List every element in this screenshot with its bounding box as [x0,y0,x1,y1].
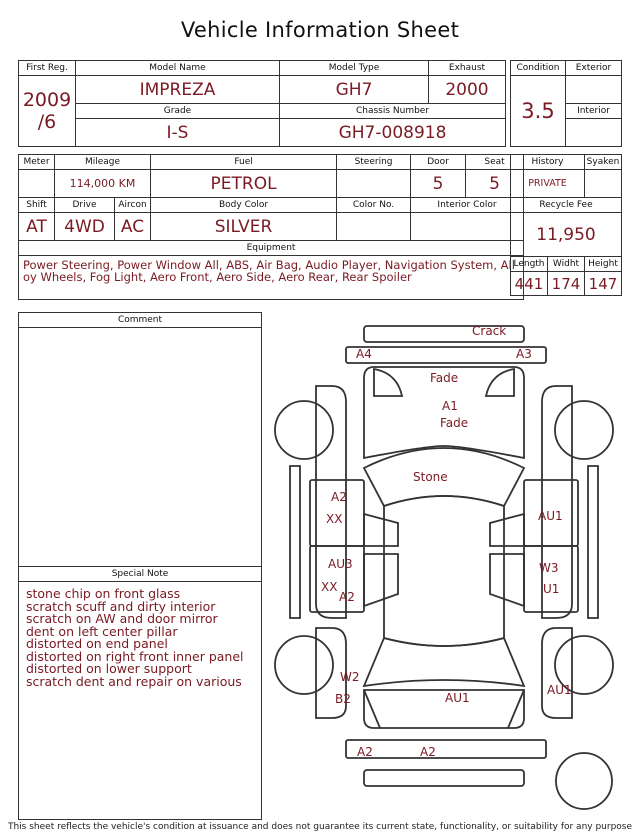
wheel-front-right-shape [555,401,613,459]
model-name-value: IMPREZA [76,76,280,104]
condition-value: 3.5 [511,76,566,147]
page-title: Vehicle Information Sheet [180,18,460,42]
recycle-fee-value: 11,950 [511,213,622,257]
mark-w2: W2 [340,670,360,684]
history-header: History [511,155,585,170]
special-note-item: scratch on AW and door mirror [26,611,218,626]
door-header: Door [411,155,466,170]
comment-box [18,312,262,820]
mark-b2: B2 [335,692,351,706]
shift-header: Shift [19,198,55,213]
first-reg-year: 2009 [22,89,72,111]
color-no-header: Color No. [337,198,411,213]
exterior-header: Exterior [566,61,622,76]
tail-right-shape [508,690,524,728]
side-right-outer-shape [588,466,598,618]
mark-au1-right-rear: AU1 [547,683,572,697]
mileage-header: Mileage [55,155,151,170]
model-type-value: GH7 [280,76,429,104]
mark-fade-hood: Fade [440,416,469,430]
interior-value [566,119,622,147]
window-front-right-shape [490,514,524,546]
side-left-outer-shape [290,466,300,618]
drive-value: 4WD [55,213,115,241]
roof-shape [384,496,504,646]
door-value: 5 [411,170,466,198]
spec-table [18,154,524,300]
exhaust-value: 2000 [429,76,506,104]
mark-fade-top: Fade [430,371,459,385]
equipment-header: Equipment [19,241,524,256]
height-header: Height [585,257,622,272]
spare-wheel-shape [556,753,612,809]
mark-crack: Crack [472,324,507,338]
model-type-header: Model Type [280,61,429,76]
first-reg-header: First Reg. [19,61,76,76]
mark-a1: A1 [442,399,458,413]
seat-header: Seat [466,155,524,170]
mark-au1-right-front: AU1 [538,509,563,523]
mark-au3: AU3 [328,557,353,571]
chassis-value: GH7-008918 [280,119,506,147]
comment-header: Comment [19,313,261,328]
syaken-value [585,170,622,198]
mark-a3: A3 [516,347,532,361]
mark-a2-left-rear: A2 [339,590,355,604]
special-note-header: Special Note [19,566,261,582]
window-rear-right-shape [490,554,524,606]
equipment-value [19,256,524,300]
special-note-list [26,588,257,688]
mark-a2-bumper-mid: A2 [420,745,436,759]
width-value: 174 [548,272,585,296]
mileage-value: 114,000 KM [55,170,151,198]
grade-value: I-S [76,119,280,147]
aircon-value: AC [115,213,151,241]
meter-header: Meter [19,155,55,170]
mark-xx-left-front: XX [326,512,343,526]
headlight-left-shape [374,369,402,396]
meter-value [19,170,55,198]
door-rear-left-shape [310,546,364,612]
wheel-rear-left-shape [275,636,333,694]
headlight-right-shape [486,369,514,396]
wheel-front-left-shape [275,401,333,459]
length-header: Length [511,257,548,272]
special-note-item: distorted on right front inner panel [26,648,244,664]
door-rear-right-shape [524,546,578,612]
recycle-fee-header: Recycle Fee [511,198,622,213]
model-name-header: Model Name [76,61,280,76]
exhaust-header: Exhaust [429,61,506,76]
first-reg-value [19,76,76,147]
model-info-table [18,60,506,147]
seat-value: 5 [466,170,524,198]
special-note-item: distorted on lower support [26,661,192,676]
interior-color-value [411,213,524,241]
condition-header: Condition [511,61,566,76]
mark-stone: Stone [413,470,448,484]
rear-panel-shape [346,740,546,758]
equipment-text: Power Steering, Power Window All, ABS, Air Bag, Audio Player, Navigation System, Alloy Wheels, Fog Light, Aero Front, Aero Side, Aero Rear, Rear Spoiler [23,258,515,284]
interior-color-header: Interior Color [411,198,524,213]
exterior-value [566,76,622,104]
fuel-value: PETROL [151,170,337,198]
steering-header: Steering [337,155,411,170]
window-rear-left-shape [364,554,398,606]
tail-left-shape [364,690,380,728]
mark-a4: A4 [356,347,372,361]
mark-u1: U1 [543,582,560,596]
interior-header: Interior [566,104,622,119]
mark-w3: W3 [539,561,559,575]
special-note-item: distorted on end panel [26,636,168,651]
mark-xx-left-rear: XX [321,580,338,594]
mark-au1-rear: AU1 [445,691,470,705]
height-value: 147 [585,272,622,296]
car-damage-diagram [262,318,632,822]
mark-a2-bumper-left: A2 [357,745,373,759]
rear-window-shape [364,638,524,686]
special-note-item: stone chip on front glass [26,586,181,601]
grade-header: Grade [76,104,280,119]
mark-a2-left-front: A2 [331,490,347,504]
body-color-header: Body Color [151,198,337,213]
drive-header: Drive [55,198,115,213]
history-value: PRIVATE [511,170,585,198]
chassis-header: Chassis Number [280,104,506,119]
first-reg-month: /6 [37,111,57,133]
rear-bumper-shape [364,770,524,786]
condition-table [510,60,622,147]
steering-value [337,170,411,198]
fuel-header: Fuel [151,155,337,170]
body-color-value: SILVER [151,213,337,241]
shift-value: AT [19,213,55,241]
history-table [510,154,622,296]
special-note-item: scratch dent and repair on various [26,673,242,689]
special-note-item: dent on left center pillar [26,623,178,639]
color-no-value [337,213,411,241]
special-note-item: scratch scuff and dirty interior [26,598,216,614]
window-front-left-shape [364,514,398,546]
syaken-header: Syaken [585,155,622,170]
length-value: 441 [511,272,548,296]
tailgate-shape [364,690,524,728]
footer-disclaimer: This sheet reflects the vehicle's condition at issuance and does not guarantee its current state, functionality, or suitability for any purpose [7,822,633,832]
aircon-header: Aircon [115,198,151,213]
width-header: Widht [548,257,585,272]
